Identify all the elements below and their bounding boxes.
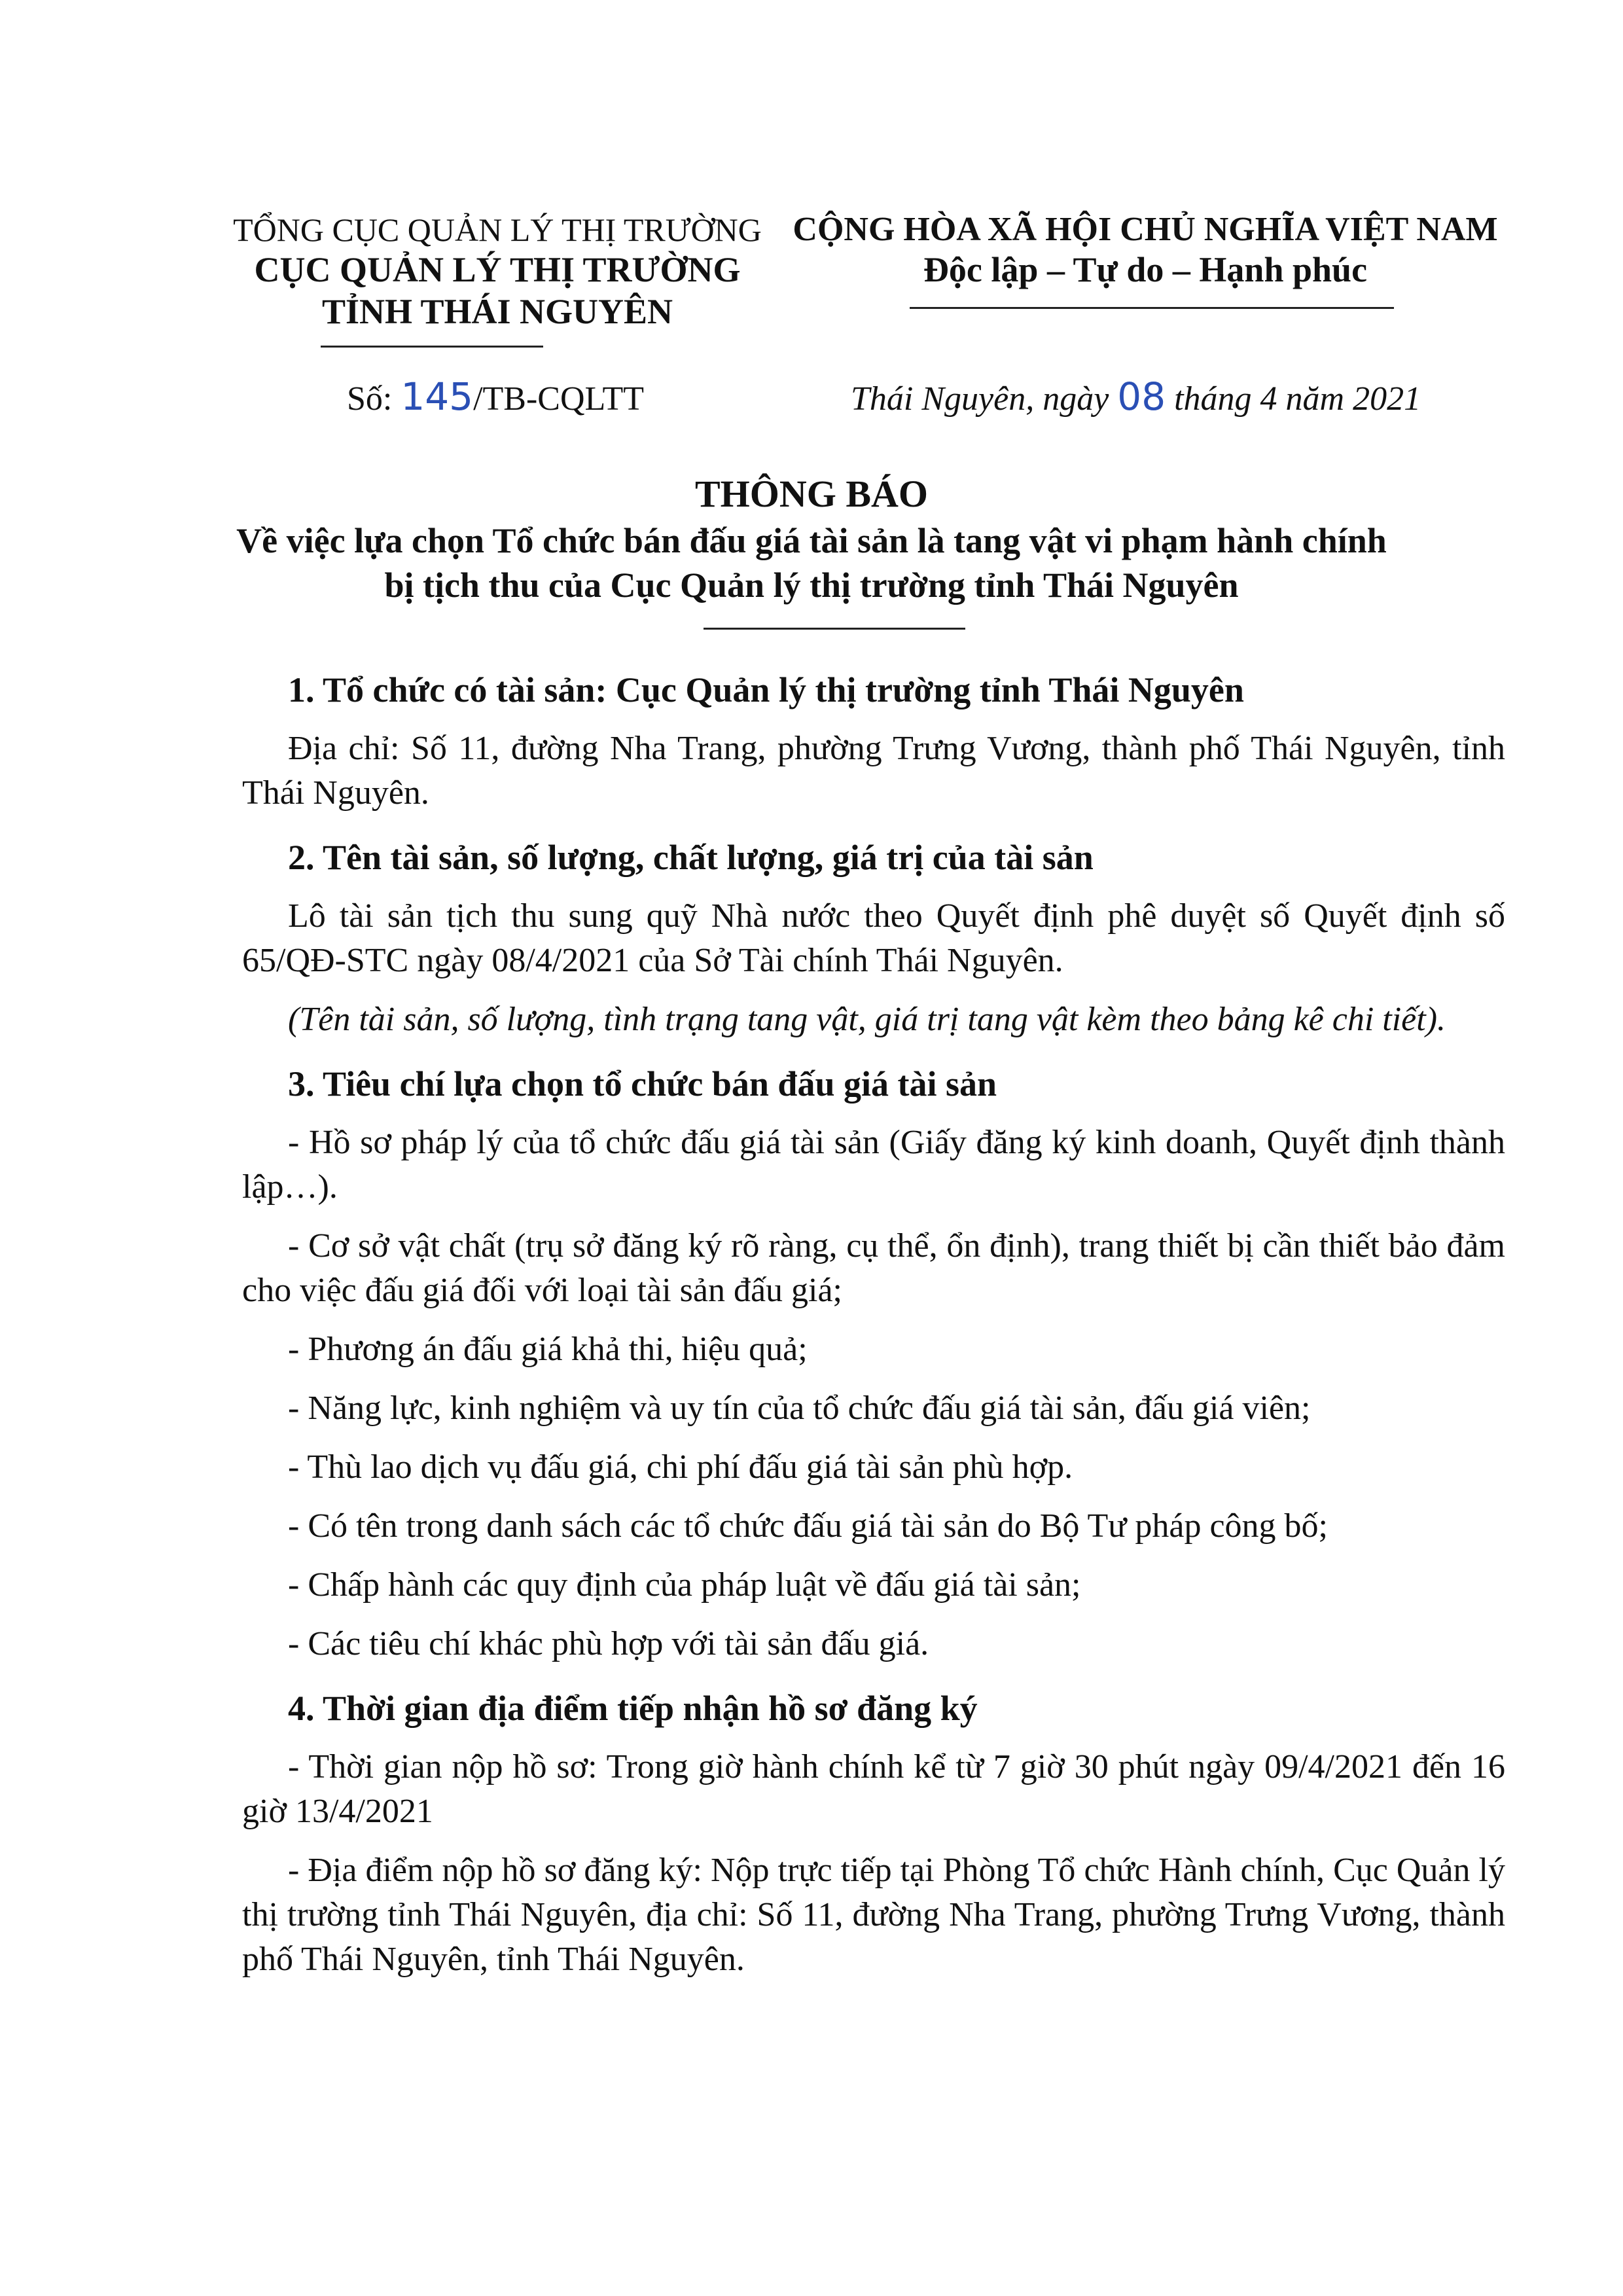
title-subject-line1: Về việc lựa chọn Tổ chức bán đấu giá tài sản là tang vật vi phạm hành chính	[236, 521, 1387, 560]
document-body	[242, 668, 1505, 1982]
parent-agency-name: TỔNG CỤC QUẢN LÝ THỊ TRƯỜNG	[233, 211, 762, 248]
motto: Độc lập – Tự do – Hạnh phúc	[923, 250, 1368, 289]
handwritten-day: 08	[1117, 374, 1166, 419]
section-2-text: Lô tài sản tịch thu sung quỹ Nhà nước theo Quyết định phê duyệt số Quyết định số 65/QĐ-STC ngày 08/4/2021 của Sở Tài chính Thái Nguyên.	[242, 897, 1505, 979]
handwritten-number: 145	[401, 374, 474, 419]
number-prefix: Số:	[347, 380, 401, 418]
date-prefix: Thái Nguyên, ngày	[851, 380, 1118, 418]
issuing-agency	[216, 211, 779, 332]
section-1-address: Địa chỉ: Số 11, đường Nha Trang, phường Trưng Vương, thành phố Thái Nguyên, tỉnh Thái Nguyên.	[242, 730, 1505, 812]
document-title	[0, 470, 1623, 607]
agency-name-line1: CỤC QUẢN LÝ THỊ TRƯỜNG	[254, 250, 741, 289]
criteria-item: - Cơ sở vật chất (trụ sở đăng ký rõ ràng, cụ thể, ổn định), trang thiết bị cần thiết bảo đảm cho việc đấu giá đối với loại tài sản đấu giá;	[242, 1227, 1505, 1309]
criteria-item: - Chấp hành các quy định của pháp luật về đấu giá tài sản;	[288, 1566, 1081, 1604]
date-suffix: tháng 4 năm 2021	[1166, 380, 1421, 418]
criteria-item: - Thù lao dịch vụ đấu giá, chi phí đấu giá tài sản phù hợp.	[288, 1448, 1073, 1486]
submission-time: - Thời gian nộp hồ sơ: Trong giờ hành chính kể từ 7 giờ 30 phút ngày 09/4/2021 đến 16 giờ 13/4/2021	[242, 1748, 1505, 1830]
national-motto	[772, 211, 1518, 291]
criteria-item: - Phương án đấu giá khả thi, hiệu quả;	[288, 1331, 808, 1368]
country-name: CỘNG HÒA XÃ HỘI CHỦ NGHĨA VIỆT NAM	[793, 211, 1498, 248]
section-2-heading: 2. Tên tài sản, số lượng, chất lượng, giá trị của tài sản	[288, 838, 1094, 877]
title-main: THÔNG BÁO	[694, 473, 929, 515]
submission-location: - Địa điểm nộp hồ sơ đăng ký: Nộp trực tiếp tại Phòng Tổ chức Hành chính, Cục Quản lý thị trường tỉnh Thái Nguyên, địa chỉ: Số 11, đường Nha Trang, phường Trưng Vương, thành phố Thái Nguyên, tỉnh Thái Nguyên.	[242, 1852, 1505, 1978]
section-4-heading: 4. Thời gian địa điểm tiếp nhận hồ sơ đăng ký	[288, 1689, 978, 1728]
document-date	[851, 376, 1421, 420]
agency-name-line2: TỈNH THÁI NGUYÊN	[321, 292, 673, 331]
criteria-item: - Có tên trong danh sách các tổ chức đấu giá tài sản do Bộ Tư pháp công bố;	[288, 1507, 1328, 1545]
section-2-note: (Tên tài sản, số lượng, tình trạng tang vật, giá trị tang vật kèm theo bảng kê chi tiết).	[288, 1001, 1446, 1038]
title-underline	[704, 628, 965, 630]
number-suffix: /TB-CQLTT	[473, 380, 645, 418]
agency-underline	[321, 346, 543, 348]
document-number	[347, 376, 644, 420]
criteria-item: - Các tiêu chí khác phù hợp với tài sản đấu giá.	[288, 1625, 929, 1662]
criteria-item: - Hồ sơ pháp lý của tổ chức đấu giá tài sản (Giấy đăng ký kinh doanh, Quyết định thành lập…).	[242, 1124, 1505, 1206]
section-3-heading: 3. Tiêu chí lựa chọn tổ chức bán đấu giá tài sản	[288, 1064, 997, 1103]
motto-underline	[910, 307, 1394, 309]
section-1-heading: 1. Tổ chức có tài sản: Cục Quản lý thị trường tỉnh Thái Nguyên	[288, 670, 1244, 709]
title-subject-line2: bị tịch thu của Cục Quản lý thị trường tỉnh Thái Nguyên	[384, 565, 1239, 605]
criteria-item: - Năng lực, kinh nghiệm và uy tín của tổ chức đấu giá tài sản, đấu giá viên;	[288, 1390, 1311, 1427]
